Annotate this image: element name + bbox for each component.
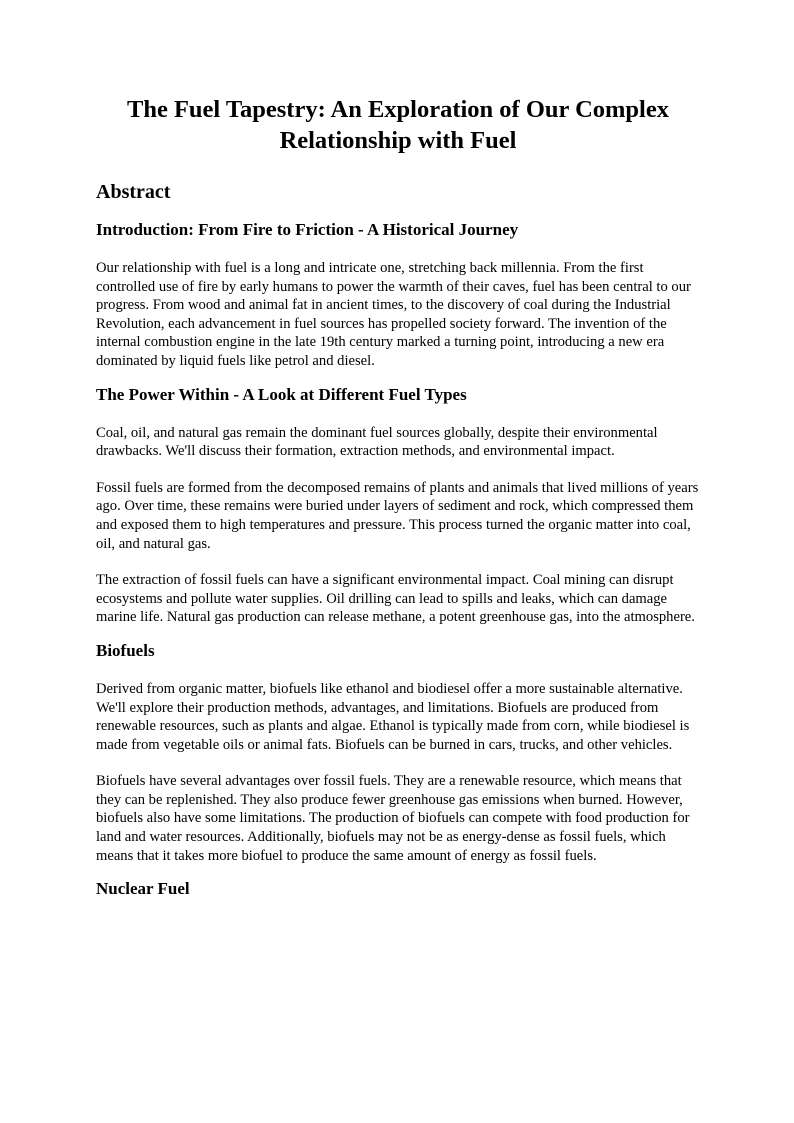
section-heading-nuclear-fuel: Nuclear Fuel [96,879,190,899]
abstract-heading: Abstract [96,181,171,203]
paragraph: The extraction of fossil fuels can have a significant environmental impact. Coal mining can disrupt ecosystems and pollute water supplies. Oil drilling can lead to spills and leaks, which can damage marine life. Natural gas production can release methane, a potent greenhouse gas, into the atmosphere. [96,572,695,626]
paragraph: Our relationship with fuel is a long and intricate one, stretching back millennia. From the first controlled use of fire by early humans to power the warmth of their caves, fuel has been central to our progress. From wood and animal fat in ancient times, to the discovery of coal during the Industrial Revolution, each advancement in fuel sources has propelled society forward. The invention of the internal combustion engine in the late 19th century marked a turning point, introducing a new era dominated by liquid fuels like petrol and diesel. [96,260,691,369]
document-page [96,94,700,918]
section-heading-introduction: Introduction: From Fire to Friction - A Historical Journey [96,220,519,239]
document-title: The Fuel Tapestry: An Exploration of Our Complex Relationship with Fuel [126,96,669,154]
paragraph: Biofuels have several advantages over fossil fuels. They are a renewable resource, which means that they can be replenished. They also produce fewer greenhouse gas emissions when burned. However, biofuels also have some limitations. The production of biofuels can compete with food production for land and water resources. Additionally, biofuels may not be as energy-dense as fossil fuels, which means that it takes more biofuel to produce the same amount of energy as fossil fuels. [96,773,690,864]
paragraph: Derived from organic matter, biofuels like ethanol and biodiesel offer a more sustainable alternative. We'll explore their production methods, advantages, and limitations. Biofuels are produced from renewable resources, such as plants and algae. Ethanol is typically made from corn, while biodiesel is made from vegetable oils or animal fats. Biofuels can be burned in cars, trucks, and other vehicles. [96,680,690,753]
section-heading-biofuels: Biofuels [96,640,155,660]
section-heading-fuel-types: The Power Within - A Look at Different Fuel Types [96,384,467,404]
paragraph: Coal, oil, and natural gas remain the dominant fuel sources globally, despite their environmental drawbacks. We'll discuss their formation, extraction methods, and environmental impact. [96,424,658,460]
paragraph: Fossil fuels are formed from the decomposed remains of plants and animals that lived millions of years ago. Over time, these remains were buried under layers of sediment and rock, which compressed them and exposed them to high temperatures and pressure. This process turned the organic matter into coal, oil, and natural gas. [96,479,699,552]
